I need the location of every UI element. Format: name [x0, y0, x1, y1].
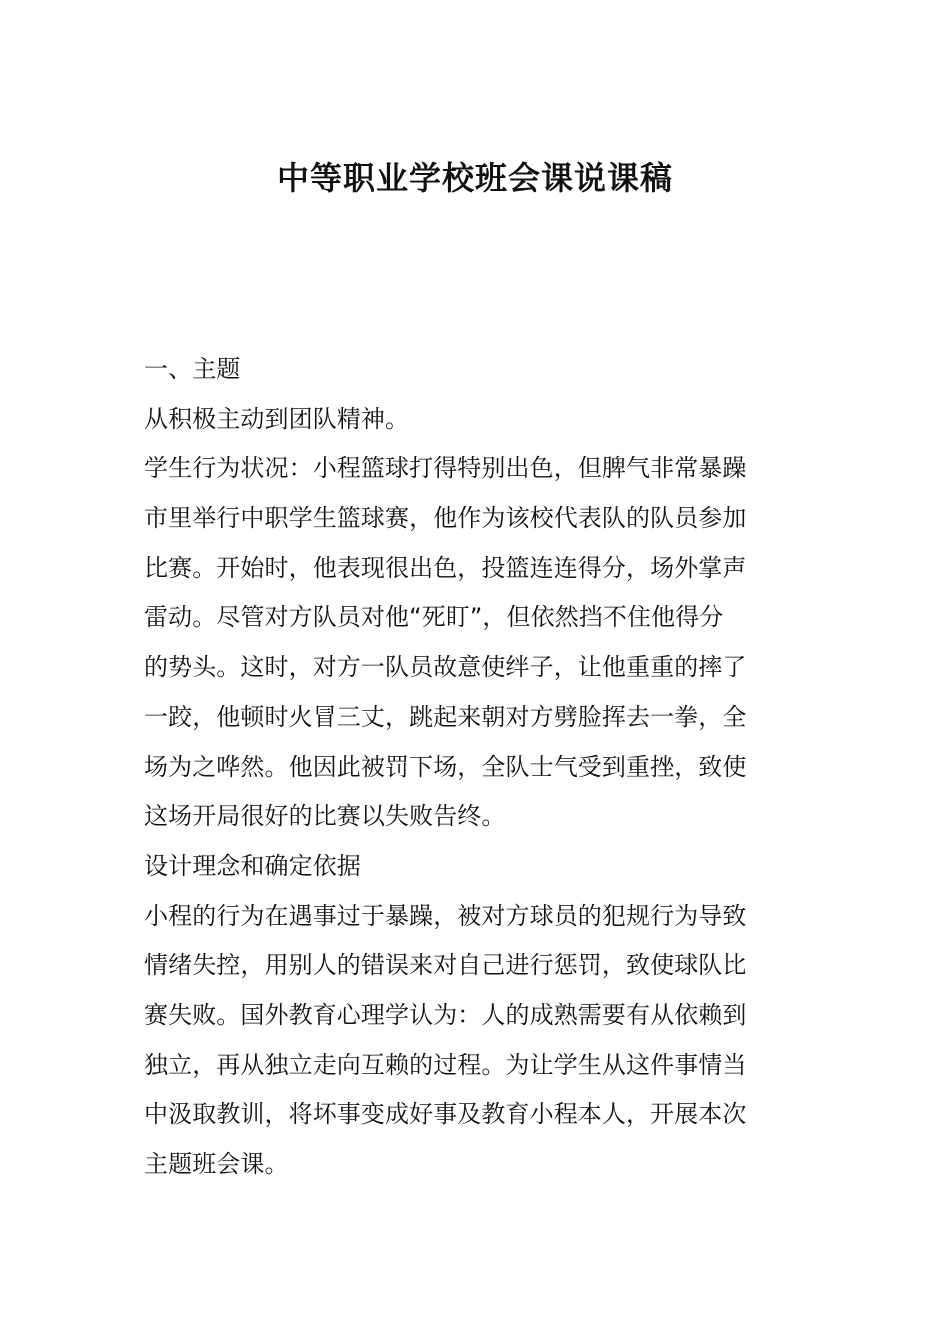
- body-line: 中汲取教训，将坏事变成好事及教育小程本人，开展本次: [144, 1100, 747, 1129]
- body-line: 独立，再从独立走向互赖的过程。为让学生从这件事情当: [144, 1050, 747, 1079]
- body-line: 的势头。这时，对方一队员故意使绊子，让他重重的摔了: [144, 653, 747, 682]
- body-line: 主题班会课。: [144, 1150, 289, 1178]
- body-line: 市里举行中职学生篮球赛，他作为该校代表队的队员参加: [144, 504, 747, 533]
- document-body: [144, 345, 808, 1190]
- body-line: 学生行为状况：小程篮球打得特别出色，但脾气非常暴躁: [144, 454, 747, 483]
- body-line: 小程的行为在遇事过于暴躁，被对方球员的犯规行为导致: [144, 901, 747, 930]
- body-line: 场为之哗然。他因此被罚下场，全队士气受到重挫，致使: [144, 752, 747, 781]
- theme-text: 从积极主动到团队精神。: [144, 404, 410, 433]
- body-line: 这场开局很好的比赛以失败告终。: [144, 802, 506, 831]
- section-heading-design: 设计理念和确定依据: [144, 851, 361, 880]
- section-heading-theme: 一、主题: [144, 355, 241, 383]
- document-title: 中等职业学校班会课说课稿: [276, 159, 673, 197]
- body-line: 比赛。开始时，他表现很出色，投篮连连得分，场外掌声: [144, 553, 747, 582]
- body-line: 情绪失控，用别人的错误来对自己进行惩罚，致使球队比: [144, 951, 747, 980]
- body-line: 雷动。尽管对方队员对他“死盯”，但依然挡不住他得分: [144, 603, 724, 632]
- body-line: 赛失败。国外教育心理学认为：人的成熟需要有从依赖到: [144, 1000, 747, 1029]
- body-line: 一跤，他顿时火冒三丈，跳起来朝对方劈脸挥去一拳，全: [144, 702, 747, 731]
